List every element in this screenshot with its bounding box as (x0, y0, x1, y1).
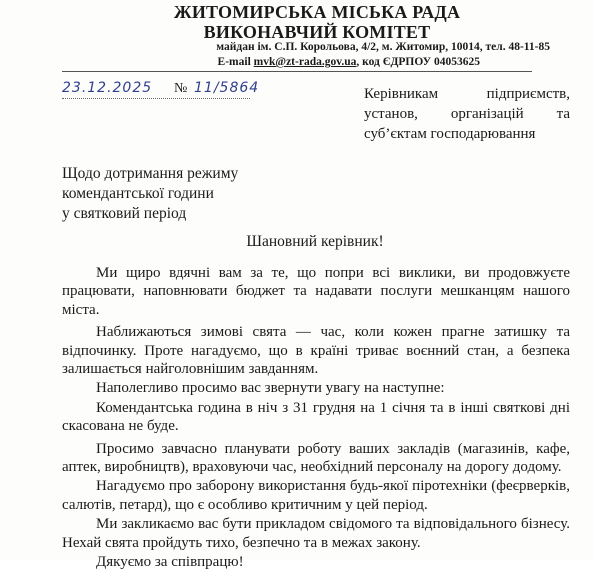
registration-underline (62, 98, 250, 99)
body-paragraph: Комендантська година в ніч з 31 грудня на 1 січня та в інші святкові дні скасована не буде. (62, 399, 570, 435)
addressee-line: суб’єктам господарювання (364, 126, 536, 142)
email-label: E-mail (217, 56, 254, 68)
letter-body (62, 264, 570, 573)
body-paragraph: Дякуємо за співпрацю! (96, 554, 244, 571)
letterhead-address: майдан ім. С.П. Корольова, 4/2, м. Житомир, 10014, тел. 48-11-85 (216, 41, 550, 53)
body-paragraph: Наполегливо просимо вас звернути увагу на наступне: (96, 380, 445, 397)
subject-line: комендантської години (62, 185, 214, 202)
committee-name: ВИКОНАВЧИЙ КОМІТЕТ (203, 22, 431, 42)
letterhead (0, 2, 594, 42)
body-paragraph: Просимо завчасно планувати роботу ваших закладів (магазинів, кафе, аптек, виробництв), враховуючи час, необхідний персоналу на дорогу додому. (62, 440, 570, 476)
body-paragraph: Нагадуємо про заборону використання будь-якої піротехніки (феєрверків, салютів, петард), що є особливо критичним у цей період. (62, 478, 570, 513)
registration-number-label: № (174, 81, 188, 96)
email-link[interactable]: mvk@zt-rada.gov.ua (253, 56, 357, 68)
edrpou-code: , код ЄДРПОУ 04053625 (356, 56, 480, 68)
body-paragraph: Наближаються зимові свята — час, коли кожен прагне затишку та відпочинку. Проте нагадуємо, що в країні триває воєнний стан, а безпека залишається найголовнішим завданням. (62, 324, 570, 378)
addressee-block (364, 84, 570, 144)
subject-line: у святковий період (62, 205, 187, 222)
greeting: Шановний керівник! (246, 233, 384, 250)
council-name: ЖИТОМИРСЬКА МІСЬКА РАДА (173, 2, 461, 22)
letterhead-rule (62, 71, 532, 72)
addressee-line: установ, організацій та (364, 106, 570, 122)
body-paragraph: Ми закликаємо вас бути прикладом свідомого та відповідального бізнесу. Нехай свята пройдуть тихо, безпечно та в межах закону. (62, 516, 570, 551)
registration-number: 11/5864 (194, 80, 260, 96)
addressee-line: Керівникам підприємств, (364, 86, 570, 102)
letterhead-contact (90, 55, 480, 70)
registration-date: 23.12.2025 (62, 80, 153, 96)
subject-block (62, 164, 322, 224)
body-paragraph: Ми щиро вдячні вам за те, що попри всі виклики, ви продовжуєте працювати, наповнювати бюджет та надавати послуги мешканцям нашого міста. (62, 265, 570, 318)
subject-line: Щодо дотримання режиму (62, 165, 239, 182)
